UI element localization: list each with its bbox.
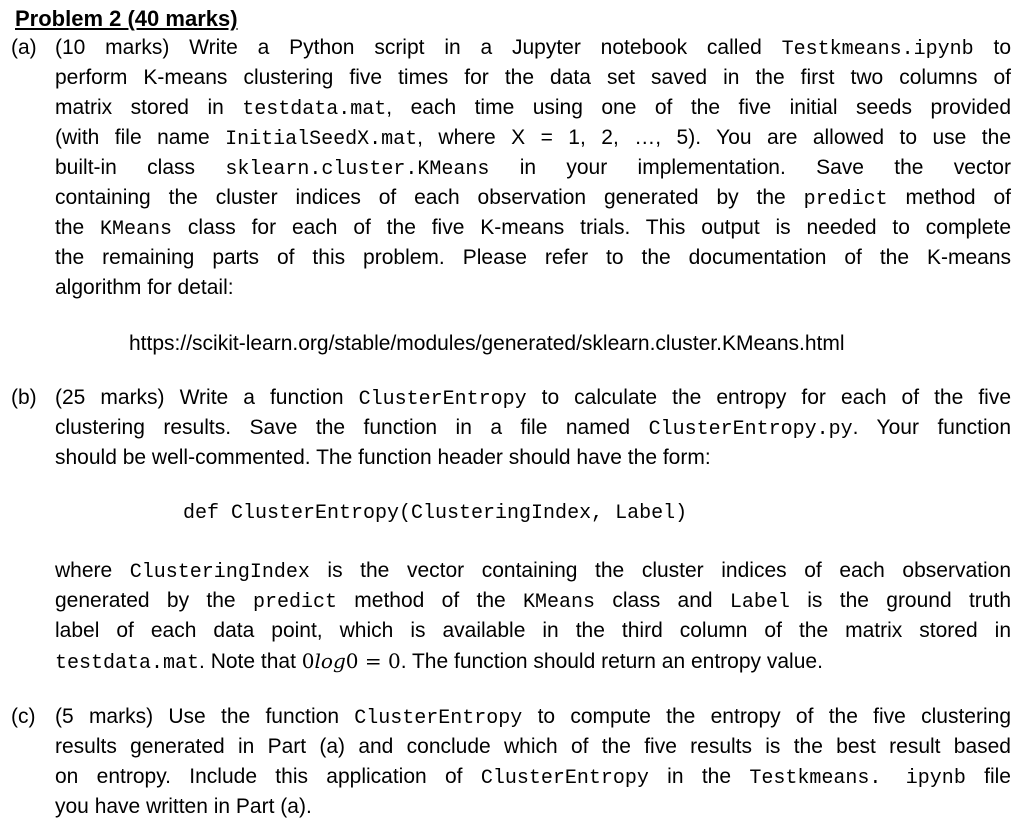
text: . The function should return an entropy value.	[400, 650, 823, 673]
math-equals-zero: = 0	[358, 649, 401, 673]
notebook-filename: Testkmeans.ipynb	[781, 38, 974, 61]
math-log: log	[314, 649, 346, 673]
notebook-filename: Testkmeans. ipynb	[749, 767, 966, 790]
param-name: ClusteringIndex	[129, 561, 310, 584]
text: to compute the entropy of the five clustering	[522, 705, 1012, 728]
data-filename: testdata.mat	[242, 98, 387, 121]
part-a-label: (a)	[11, 36, 37, 59]
part-b-line-6: label of each data point, which is available in the third column of the matrix stored in	[55, 619, 1011, 642]
part-a-line-1	[55, 33, 1011, 63]
text: , where X = 1, 2, …, 5). You are allowed to use the	[417, 126, 1011, 149]
text: file	[965, 765, 1011, 788]
function-header-code: def ClusterEntropy(ClusteringIndex, Label)	[183, 502, 688, 525]
class-name: sklearn.cluster.KMeans	[225, 158, 490, 181]
math-zero: 0	[345, 649, 359, 673]
part-b-line-5	[55, 586, 1011, 616]
part-a-line-3	[55, 93, 1011, 123]
function-name: ClusterEntropy	[358, 388, 527, 411]
function-name: ClusterEntropy	[354, 707, 523, 730]
text: class for each of the five K-means trials. This output is needed to complete	[172, 216, 1011, 239]
text: where	[55, 559, 130, 582]
part-b-line-1	[55, 383, 1011, 413]
part-a-line-4	[55, 123, 1011, 153]
text: matrix stored in	[55, 96, 243, 119]
problem-title: Problem 2 (40 marks)	[15, 6, 238, 31]
part-b-line-3: should be well-commented. The function header should have the form:	[55, 446, 711, 469]
text: . Your function	[852, 416, 1012, 439]
part-b-label: (b)	[11, 386, 37, 409]
text: on entropy. Include this application of	[55, 765, 481, 788]
text: to calculate the entropy for each of the five	[526, 386, 1012, 409]
text: the	[55, 216, 101, 239]
method-name: predict	[803, 188, 888, 211]
class-name: KMeans	[523, 591, 596, 614]
text: is the ground truth	[789, 589, 1011, 612]
part-c-label: (c)	[11, 705, 36, 728]
text: (with file name	[55, 126, 226, 149]
text: in the	[648, 765, 750, 788]
text: containing the cluster indices of each observation generated by the	[55, 186, 804, 209]
documentation-url: https://scikit-learn.org/stable/modules/generated/sklearn.cluster.KMeans.html	[129, 332, 845, 355]
text: generated by the	[55, 589, 253, 612]
text: . Note that	[199, 650, 302, 673]
text: (25 marks) Write a function	[55, 386, 359, 409]
part-a-line-5	[55, 153, 1011, 183]
part-c-line-4: you have written in Part (a).	[55, 795, 312, 818]
text: method of the	[336, 589, 524, 612]
text: method of	[887, 186, 1011, 209]
data-filename: testdata.mat	[55, 652, 200, 675]
param-name: Label	[729, 591, 790, 614]
part-c-line-3	[55, 762, 1011, 792]
text: built-in class	[55, 156, 226, 179]
text: clustering results. Save the function in a file named	[55, 416, 649, 439]
part-a-line-9: algorithm for detail:	[55, 276, 234, 299]
text: (5 marks) Use the function	[55, 705, 355, 728]
part-b-line-4	[55, 556, 1011, 586]
part-b-line-2	[55, 413, 1011, 443]
part-c-line-1	[55, 702, 1011, 732]
part-c-line-2: results generated in Part (a) and conclude which of the five results is the best result based	[55, 735, 1011, 758]
function-filename: ClusterEntropy.py	[648, 418, 853, 441]
math-zero: 0	[301, 649, 315, 673]
text: , each time using one of the five initial seeds provided	[386, 96, 1011, 119]
part-a-line-8: the remaining parts of this problem. Please refer to the documentation of the K-means	[55, 246, 1011, 269]
text: to	[973, 36, 1011, 59]
part-a-line-2: perform K-means clustering five times for the data set saved in the first two columns of	[55, 66, 1011, 89]
part-a-line-7	[55, 213, 1011, 243]
text: class and	[595, 589, 730, 612]
function-name: ClusterEntropy	[480, 767, 649, 790]
seed-filename: InitialSeedX.mat	[225, 128, 418, 151]
text: is the vector containing the cluster indices of each observation	[309, 559, 1012, 582]
part-b-line-7	[55, 646, 823, 676]
class-name: KMeans	[100, 218, 173, 241]
text: (10 marks) Write a Python script in a Jupyter notebook called	[55, 36, 782, 59]
method-name: predict	[252, 591, 337, 614]
part-a-line-6	[55, 183, 1011, 213]
text: in your implementation. Save the vector	[489, 156, 1011, 179]
